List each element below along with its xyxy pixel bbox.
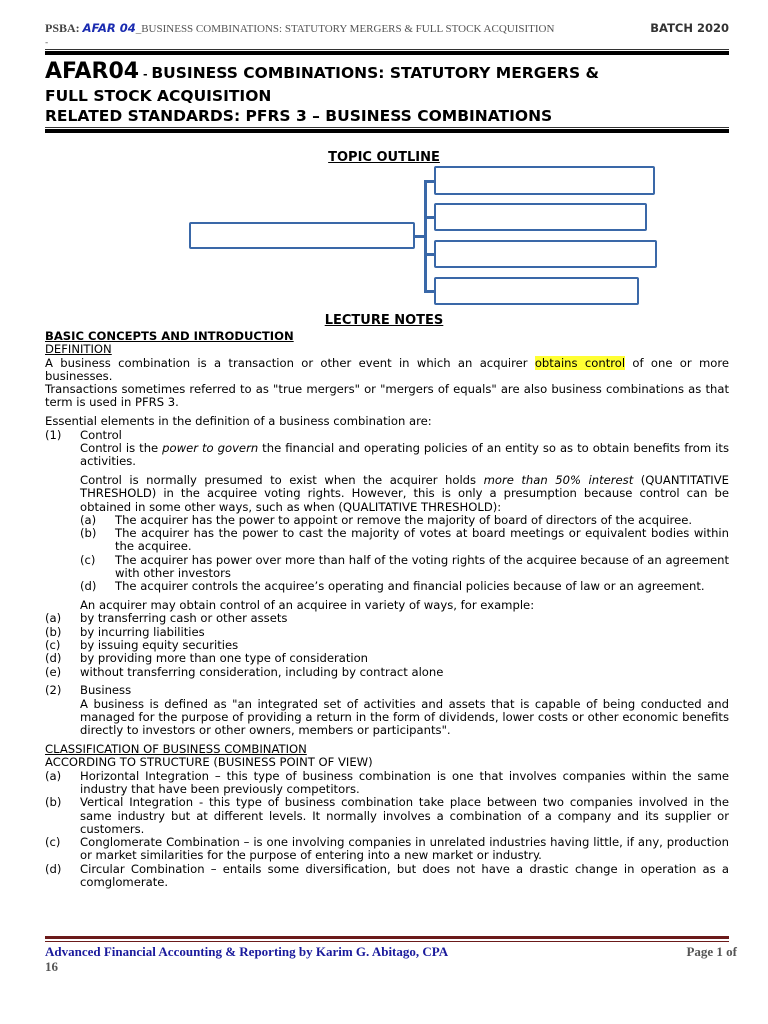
list-item: (e) without transferring consideration, including by contract alone xyxy=(45,664,444,679)
header-subtitle: _BUSINESS COMBINATIONS: STATUTORY MERGERS & FULL STOCK ACQUISITION xyxy=(135,23,555,35)
list-item: (c) Conglomerate Combination – is one involving companies in unrelated industries having little, if any, production or market similarities for the purpose of entering into a new market or industry. xyxy=(45,835,729,863)
element-business: (2) Business xyxy=(45,683,132,698)
outline-root-box xyxy=(189,222,415,249)
list-item: (d) by providing more than one type of consideration xyxy=(45,651,369,666)
document-title: AFAR04 - BUSINESS COMBINATIONS: STATUTORY MERGERS & FULL STOCK ACQUISITION RELATED STANDARDS: PFRS 3 – BUSINESS COMBINATIONS xyxy=(45,62,735,127)
structure-list xyxy=(45,770,729,890)
list-item: (c) The acquirer has power over more than half of the voting rights of the acquiree because of an agreement with other investors xyxy=(80,552,730,581)
outline-box xyxy=(434,277,639,305)
title-line1: BUSINESS COMBINATIONS: STATUTORY MERGERS & xyxy=(151,64,600,82)
header-code: AFAR 04 xyxy=(82,21,136,35)
title-rule-thick xyxy=(45,129,729,133)
header-rule-thin xyxy=(45,49,729,50)
list-item: (a) The acquirer has the power to appoint or remove the majority of board of directors of the acquiree. xyxy=(80,512,693,527)
paragraph: A business is defined as "an integrated set of activities and assets that is capable of being conducted and managed for the purpose of providing a return in the form of dividends, lower costs or other economic benefits directly to investors or other owners, members or participants". xyxy=(80,696,729,738)
list-item: (d) The acquirer controls the acquiree’s operating and financial policies because of law or an agreement. xyxy=(80,579,705,594)
outline-box xyxy=(434,203,647,231)
outline-box xyxy=(434,166,655,195)
title-rule-thin xyxy=(45,127,729,128)
page-header xyxy=(45,21,729,36)
section-heading: BASIC CONCEPTS AND INTRODUCTION xyxy=(45,329,294,343)
connector xyxy=(424,180,427,292)
list-item: (a) Horizontal Integration – this type of business combination is one that involves companies within the same industry that have been previously competitors. xyxy=(45,768,729,796)
paragraph: Control is normally presumed to exist when the acquirer holds more than 50% interest (QUANTITATIVE THRESHOLD) in the acquiree voting rights. However, this is only a presumption because control can be obtained in some other ways, such as when (QUALITATIVE THRESHOLD): xyxy=(80,472,729,514)
paragraph: Control is the power to govern the financial and operating policies of an entity so as to obtain benefits from its activities. xyxy=(80,440,729,469)
title-line3: RELATED STANDARDS: PFRS 3 – BUSINESS COMBINATIONS xyxy=(45,107,553,125)
lecture-body xyxy=(45,330,729,889)
list-item: (b) by incurring liabilities xyxy=(45,624,205,639)
header-prefix: PSBA: xyxy=(45,21,83,35)
highlighted-text: obtains control xyxy=(534,355,626,370)
definition-paragraph: A business combination is a transaction or other event in which an acquirer obtains control of one or more businesses. xyxy=(45,355,729,383)
outline-box xyxy=(434,240,657,268)
qualitative-list xyxy=(45,514,729,594)
title-line2: FULL STOCK ACQUISITION xyxy=(45,86,272,105)
footer-rule xyxy=(45,936,729,939)
ways-list xyxy=(45,612,729,678)
list-item: (d) Circular Combination – entails some diversification, but does not have a drastic change in operation as a comglomerate. xyxy=(45,861,729,890)
footer-author: Advanced Financial Accounting & Reporting by Karim G. Abitago, CPA xyxy=(45,944,449,959)
paragraph: An acquirer may obtain control of an acquiree in variety of ways, for example: xyxy=(80,598,535,613)
header-dash: - xyxy=(45,38,49,48)
topic-outline-heading: TOPIC OUTLINE xyxy=(328,150,440,165)
paragraph: Essential elements in the definition of a business combination are: xyxy=(45,414,432,429)
header-rule-thick xyxy=(45,51,729,55)
page-footer xyxy=(45,943,737,960)
list-item: (a) by transferring cash or other assets xyxy=(45,611,288,626)
list-item: (c) by issuing equity securities xyxy=(45,638,239,653)
subsection-heading: DEFINITION xyxy=(45,342,112,357)
subsection-heading: ACCORDING TO STRUCTURE (BUSINESS POINT OF VIEW) xyxy=(45,755,373,770)
footer-page-total: 16 xyxy=(45,959,58,974)
footer-page: Page 1 of xyxy=(686,944,737,959)
header-batch: BATCH 2020 xyxy=(650,21,729,35)
element-control: (1) Control xyxy=(45,427,122,442)
subsection-heading: CLASSIFICATION OF BUSINESS COMBINATION xyxy=(45,742,307,757)
title-code: AFAR04 xyxy=(45,59,140,84)
definition-paragraph: Transactions sometimes referred to as "true mergers" or "mergers of equals" are also business combinations as that term is used in PFRS 3. xyxy=(45,382,729,410)
list-item: (b) Vertical Integration - this type of business combination take place between two companies involved in the same industry but at different levels. It normally involves a combination of a company and its supplier or customers. xyxy=(45,795,729,836)
list-item: (b) The acquirer has the power to cast the majority of votes at board meetings or equivalent bodies within the acquiree. xyxy=(80,526,729,554)
footer-rule xyxy=(45,941,729,942)
lecture-notes-heading: LECTURE NOTES xyxy=(324,313,444,328)
